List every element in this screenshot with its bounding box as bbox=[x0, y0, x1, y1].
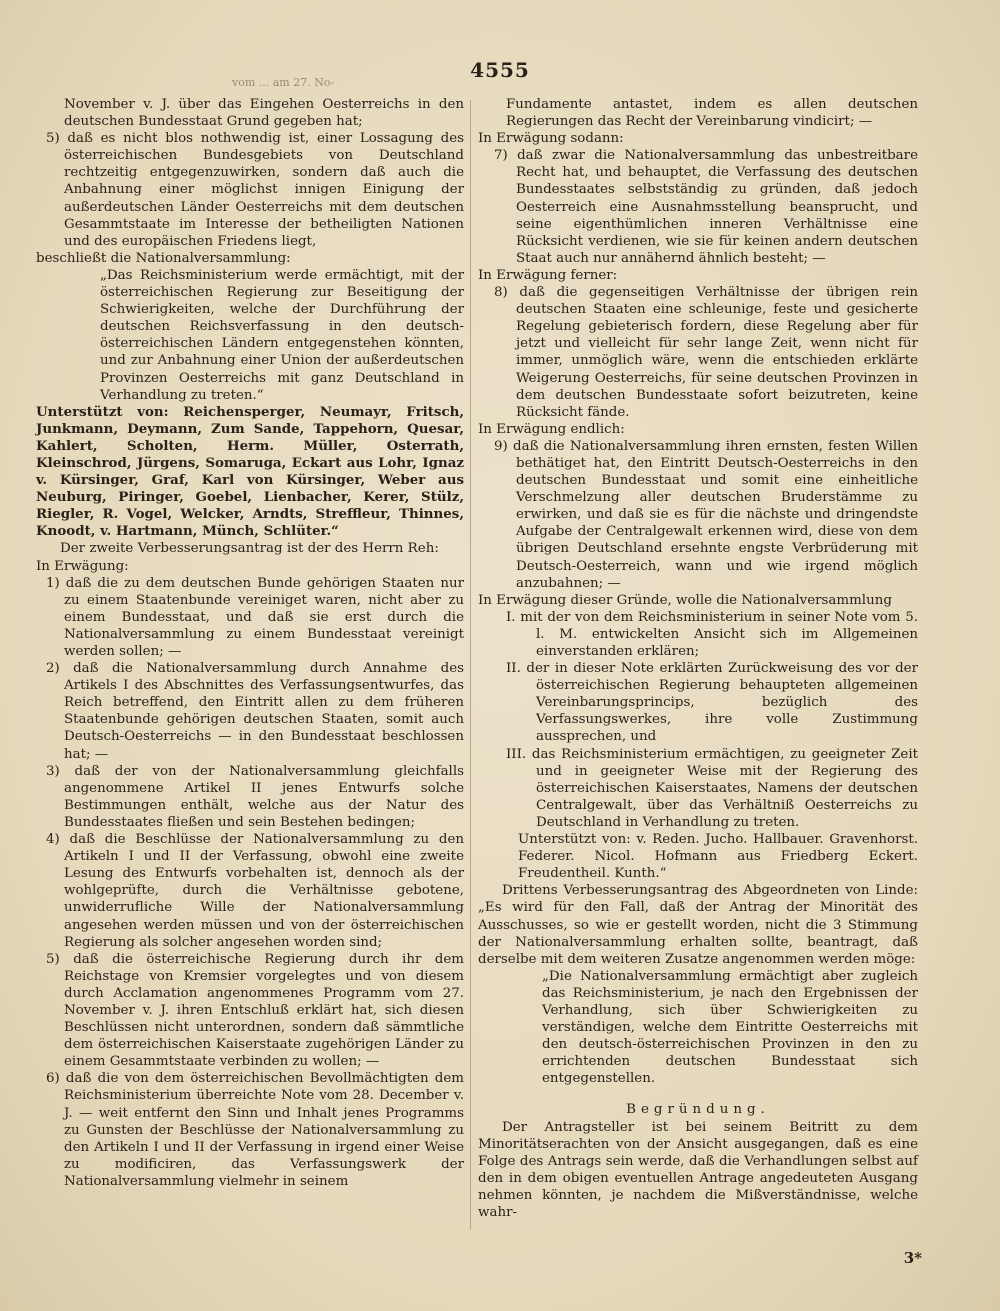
paragraph: 8) daß die gegenseitigen Verhältnisse der übrigen rein deutschen Staaten eine schleunige, feste und gesicherte Regelung gebieterisch fordern, diese Regelung aber für jetzt und vielleicht für sehr lange Zeit, wenn nicht für immer, unmöglich wäre, wenn die entschieden erklärte Weigerung Oesterreichs, für seine deutschen Provinzen in dem deutschen Bundesstaate sofort beizutreten, keine Rücksicht fände. bbox=[494, 285, 918, 420]
paragraph: 3) daß der von der Nationalversammlung gleichfalls angenommene Artikel II jenes Entwurfs solche Bestimmungen enthält, welche aus der Natur des Bundesstaates fließen und sein Bestehen bedingen; bbox=[46, 763, 464, 830]
paragraph: 1) daß die zu dem deutschen Bunde gehörigen Staaten nur zu einem Staatenbunde vereiniget waren, nicht aber zu einem Bundesstaat, und daß sie erst durch die Nationalversammlung zu einem Bundesstaat vereinigt werden sollen; — bbox=[46, 575, 464, 659]
paragraph: Unterstützt von: Reichensperger, Neumayr, Fritsch, Junkmann, Deymann, Zum Sande, Tappehorn, Quesar, Kahlert, Scholten, Herm. Müller, Osterrath, Kleinschrod, Jürgens, Somaruga, Eckart aus Lohr, Ignaz v. Kürsinger, Graf, Karl von Kürsinger, Weber aus Neuburg, Piringer, Goebel, Lienbacher, Kerer, Stülz, Riegler, R. Vogel, Welcker, Arndts, Streffleur, Thinnes, Knoodt, v. Hartmann, Münch, Schlüter.“ bbox=[36, 403, 464, 540]
paragraph: Der Antragsteller ist bei seinem Beitritt zu dem Minoritätserachten von der Ansicht ausgegangen, daß es eine Folge des Antrags sein werde, daß die Verhandlungen selbst auf den in dem obigen eventuellen Antrage angedeuteten Ausgang nehmen könnten, je nachdem die Mißverständnisse, welche wahr- bbox=[478, 1119, 918, 1220]
paragraph: In Erwägung sodann: bbox=[478, 131, 624, 147]
paragraph: 7) daß zwar die Nationalversammlung das unbestreitbare Recht hat, und behauptet, die Verfassung des deutschen Bundesstaates selbstständig zu gründen, daß jedoch Oesterreich eine Ausnahmsstellung beansprucht, und seine eigenthümlichen inneren Verhältnisse eine Rücksicht verdienen, wie sie für keinen andern deutschen Staat auch nur annähernd ähnlich besteht; — bbox=[494, 148, 918, 266]
page-number: 4555 bbox=[470, 58, 530, 82]
paragraph: Fundamente antastet, indem es allen deutschen Regierungen das Recht der Vereinbarung vindicirt; — bbox=[506, 97, 918, 130]
paragraph: II. der in dieser Note erklärten Zurückweisung des vor der österreichischen Regierung behaupteten allgemeinen Vereinbarungsprincips, bezüglich des Verfassungswerkes, ihre volle Zustimmung aussprechen, und bbox=[506, 661, 918, 745]
paragraph: I. mit der von dem Reichsministerium in seiner Note vom 5. l. M. entwickelten Ansicht sich im Allgemeinen einverstanden erklären; bbox=[506, 609, 918, 659]
signature-mark: 3* bbox=[903, 1249, 922, 1267]
paragraph: „Die Nationalversammlung ermächtigt aber zugleich das Reichsministerium, je nach den Ergebnissen der Verhandlung, sich über Schwierigkeiten zu verständigen, welche dem Eintritte Oesterreichs mit den deutsch-österreichischen Provinzen in den zu errichtenden deutschen Bundesstaat sich entgegenstellen. bbox=[542, 968, 918, 1087]
paragraph: „Das Reichsministerium werde ermächtigt, mit der österreichischen Regierung zur Beseitigung der Schwierigkeiten, welche der Durchführung der deutschen Reichsverfassung in den deutsch-österreichischen Ländern entgegenstehen könnten, und zur Anbahnung einer Union der außerdeutschen Provinzen Oesterreichs mit ganz Deutschland in Verhandlung zu treten.“ bbox=[100, 267, 464, 403]
paragraph: In Erwägung dieser Gründe, wolle die Nationalversammlung bbox=[478, 592, 892, 608]
column-divider bbox=[470, 100, 471, 1230]
paragraph: Der zweite Verbesserungsantrag ist der des Herrn Reh: bbox=[60, 541, 439, 557]
paragraph: In Erwägung: bbox=[36, 558, 129, 574]
paragraph: 9) daß die Nationalversammlung ihren ernsten, festen Willen bethätiget hat, den Eintritt Deutsch-Oesterreichs in den deutschen Bundesstaat und somit eine einheitliche Verschmelzung aller deutschen Bruderstämme zu erwirken, und daß sie es für die nächste und dringendste Aufgabe der Centralgewalt erkennen wird, diese von dem übrigen Deutschland ersehnte engste Verbrüderung mit Deutsch-Oesterreich, wann und wie irgend möglich anzubahnen; — bbox=[494, 438, 918, 591]
faint-header-text: vom ... am 27. No- bbox=[232, 76, 335, 89]
paragraph: III. das Reichsministerium ermächtigen, zu geeigneter Zeit und in geeigneter Weise mit der Regierung des österreichischen Kaiserstaates, Namens der deutschen Centralgewalt, über das Verhältniß Oesterreichs zu Deutschland in Verhandlung zu treten. bbox=[506, 746, 918, 830]
paragraph: Begründung. bbox=[626, 1102, 770, 1118]
paragraph: November v. J. über das Eingehen Oesterreichs in den deutschen Bundesstaat Grund gegeben hat; bbox=[64, 97, 464, 130]
paragraph: Unterstützt von: v. Reden. Jucho. Hallbauer. Gravenhorst. Federer. Nicol. Hofmann aus Friedberg Eckert. Freudentheil. Kunth.“ bbox=[518, 832, 918, 882]
right-column bbox=[478, 96, 918, 1221]
paragraph: 6) daß die von dem österreichischen Bevollmächtigten dem Reichsministerium überreichte Note vom 28. December v. J. — weit entfernt den Sinn und Inhalt jenes Programms zu Gunsten der Beschlüsse der Nationalversammlung zu den Artikeln I und II der Verfassung in irgend einer Weise zu modificiren, das Verfassungswerk der Nationalversammlung vielmehr in seinem bbox=[46, 1071, 464, 1189]
paragraph: In Erwägung endlich: bbox=[478, 421, 625, 437]
paragraph: 5) daß es nicht blos nothwendig ist, einer Lossagung des österreichischen Bundesgebiets von Deutschland rechtzeitig entgegenzuwirken, sondern daß auch die Anbahnung einer möglichst innigen Einigung der außerdeutschen Länder Oesterreichs mit dem deutschen Gesammtstaate im Interesse der betheiligten Nationen und des europäischen Friedens liegt, bbox=[46, 131, 464, 249]
paragraph: In Erwägung ferner: bbox=[478, 267, 618, 283]
paragraph: 4) daß die Beschlüsse der Nationalversammlung zu den Artikeln I und II der Verfassung, obwohl eine zweite Lesung des Entwurfs vorbehalten ist, dennoch als der wohlgeprüfte, durch die Verhältnisse gebotene, unwiderrufliche Wille der Nationalversammlung angesehen werden müssen und von der österreichischen Regierung als solcher angesehen worden sind; bbox=[46, 832, 464, 950]
paragraph: beschließt die Nationalversammlung: bbox=[36, 250, 291, 266]
paragraph: 5) daß die österreichische Regierung durch ihr dem Reichstage von Kremsier vorgelegtes und von diesem durch Acclamation angenommenes Programm vom 27. November v. J. ihren Entschluß erklärt hat, sich diesen Beschlüssen nicht unterordnen, sondern daß sämmtliche dem österreichischen Kaiserstaate zugehörigen Länder zu einem Gesammtstaate verbinden zu wollen; — bbox=[46, 951, 464, 1070]
left-column bbox=[36, 96, 464, 1190]
paragraph: Drittens Verbesserungsantrag des Abgeordneten von Linde: „Es wird für den Fall, daß der Antrag der Minorität des Ausschusses, so wie er gestellt worden, nicht die 3 Stimmung der Nationalversammlung erhalten sollte, beantragt, daß derselbe mit dem weiteren Zusatze angenommen werden möge: bbox=[478, 883, 918, 967]
paragraph: 2) daß die Nationalversammlung durch Annahme des Artikels I des Abschnittes des Verfassungsentwurfes, das Reich betreffend, den Eintritt allen zu dem früheren Staatenbunde gehörigen deutschen Staaten, somit auch Deutsch-Oesterreichs — in den Bundesstaat beschlossen hat; — bbox=[46, 661, 464, 762]
